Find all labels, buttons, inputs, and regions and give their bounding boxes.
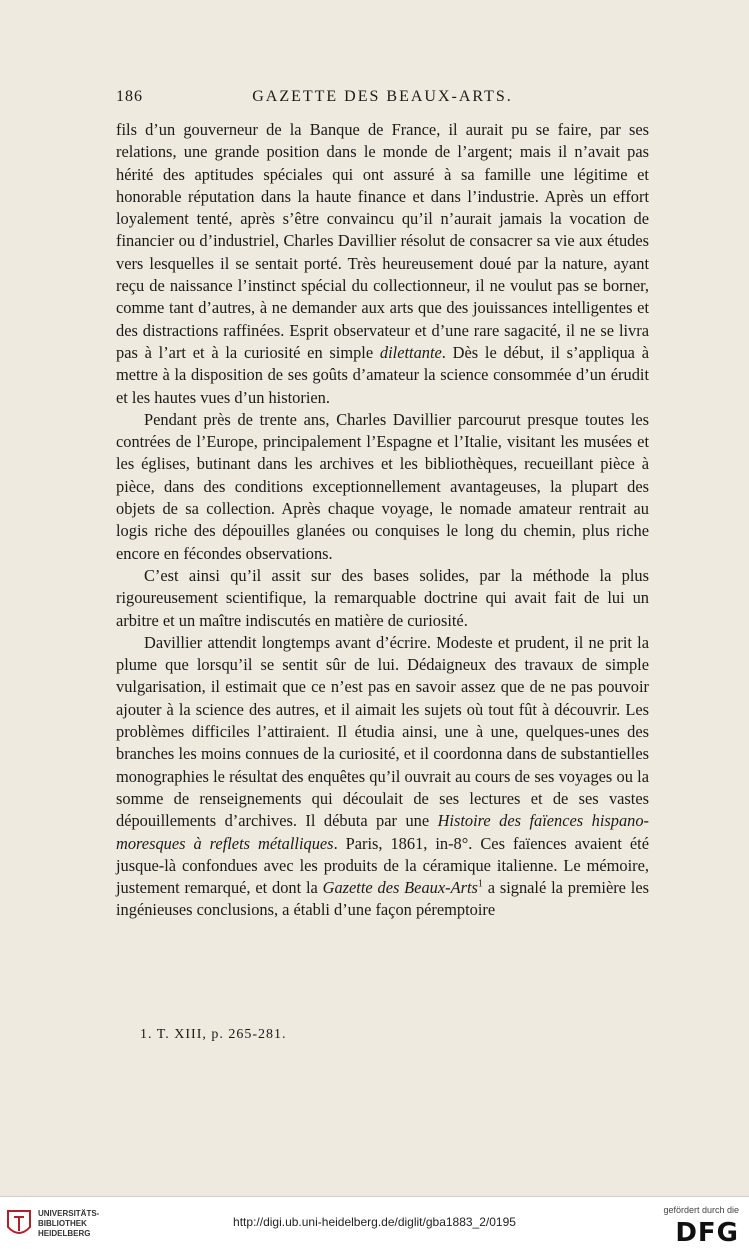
page-number: 186 <box>116 88 143 105</box>
footnote-ref: 1 <box>477 878 483 890</box>
text-run: a signalé la première les ingénieuses conclusions, a établi d’une façon péremptoire <box>116 878 649 920</box>
paragraph <box>116 632 649 922</box>
text-run: Pendant près de trente ans, Charles Davillier parcourut presque toutes les contrées de l’Europe, principalement l’Espagne et l’Italie, visitant les musées et les églises, butinant dans les archives et les bibliothèques, recueillant pièce à pièce, dans des conditions exceptionnellement avantageuses, la plupart des objets de sa collection. Après chaque voyage, le nomade amateur rentrait au logis riche des dépouilles glanées ou conquises le long du chemin, plus riche encore en fécondes observations. <box>116 409 649 563</box>
dfg-logo: DFG <box>675 1218 739 1248</box>
text-run: Davillier attendit longtemps avant d’écrire. Modeste et prudent, il ne prit la plume que lorsqu’il se sentit sûr de lui. Dédaigneux des travaux de simple vulgarisation, il estimait que ce n’est pas en savoir assez que de ne pas pouvoir ajouter à la science des autres, et il aimait les sujets où tout fût à découvrir. Les problèmes difficiles l’attiraient. Il étudia ainsi, une à une, quelques-unes des branches les moins connues de la curiosité, et il coordonna dans de substantielles monographies le résultat des enquêtes qu’il ouvrait au cours de ses voyages ou la somme de renseignements qui découlait de ses lectures et de ses vastes dépouillements d’archives. Il débuta par une <box>116 632 649 831</box>
italic-text: Gazette des Beaux-Arts <box>322 878 478 898</box>
footnote: 1. T. XIII, p. 265-281. <box>140 1027 287 1042</box>
italic-text: dilettante <box>379 342 442 362</box>
library-name: UNIVERSITÄTS- BIBLIOTHEK HEIDELBERG <box>38 1209 100 1238</box>
article-body <box>116 119 649 922</box>
text-run: . Paris, 1861, in-8°. Ces faïences avaient été jusque-là confondues avec les produits de la céramique italienne. Le mémoire, justement remarqué, et dont la <box>116 833 650 898</box>
text-run: . Dès le début, il s’appliqua à mettre à la disposition de ses goûts d’amateur la science consommée d’un érudit et les hautes vues d’un historien. <box>116 342 649 407</box>
paragraph <box>116 119 649 409</box>
sponsor-caption: gefördert durch die <box>663 1205 739 1215</box>
paragraph <box>116 409 649 565</box>
paragraph <box>116 565 649 632</box>
viewer-footer <box>0 1196 749 1254</box>
italic-text: Histoire des faïences hispano-moresques à reflets métalliques <box>116 811 649 853</box>
running-title: GAZETTE DES BEAUX-ARTS. <box>252 88 513 105</box>
text-run: fils d’un gouverneur de la Banque de France, il aurait pu se faire, par ses relations, une grande position dans le monde de l’argent; mais il n’avait pas hérité des aptitudes spéciales qui ont assuré à sa famille une légitime et honorable réputation dans la haute finance et dans l’industrie. Après un effort loyalement tenté, après s’être convaincu qu’il n’aurait jamais la vocation de financier ou d’industriel, Charles Davillier résolut de consacrer sa vie aux études vers lesquelles il se sentait porté. Très heureusement doué par la nature, ayant reçu de naissance l’instinct spécial du collectionneur, il ne voulut pas se borner, comme tant d’autres, à ne demander aux arts que des jouissances intelligentes et des distractions raffinées. Esprit observateur et d’une rare sagacité, il ne se livra pas à l’art et à la curiosité en simple <box>116 120 649 362</box>
text-run: C’est ainsi qu’il assit sur des bases solides, par la méthode la plus rigoureusement scientifique, la remarquable doctrine qui avait fait de lui un arbitre et un maître indiscutés en matière de curiosité. <box>116 565 649 630</box>
page-url-link[interactable]: http://digi.ub.uni-heidelberg.de/diglit/gba1883_2/0195 <box>233 1215 516 1229</box>
running-header <box>116 88 649 110</box>
